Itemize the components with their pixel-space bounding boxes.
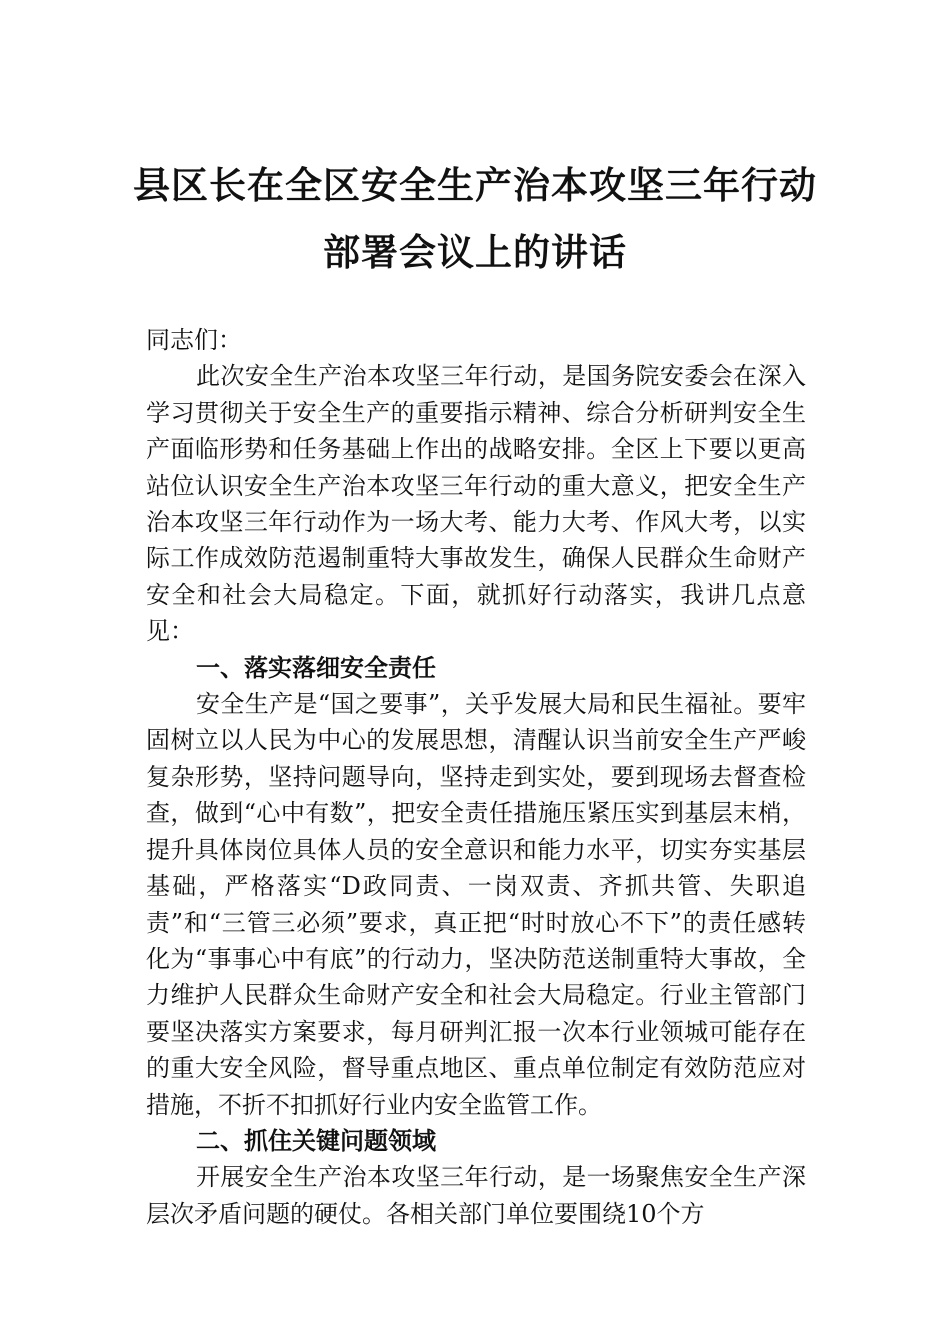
intro-paragraph: 此次安全生产治本攻坚三年行动，是国务院安委会在深入学习贯彻关于安全生产的重要指示精神、综合分析研判安全生产面临形势和任务基础上作出的战略安排。全区上下要以更高站位认识安全生产治本攻坚三年行动的重大意义，把安全生产治本攻坚三年行动作为一场大考、能力大考、作风大考，以实际工作成效防范遏制重特大事故发生，确保人民群众生命财产安全和社会大局稳定。下面，就抓好行动落实，我讲几点意见： <box>146 362 806 646</box>
section-heading-2: 二、抓住关键问题领域 <box>196 1126 436 1155</box>
document-title-line1: 县区长在全区安全生产治本攻坚三年行动 <box>133 164 817 207</box>
section-paragraph-1: 安全生产是“国之要事”，关乎发展大局和民生福祉。要牢固树立以人民为中心的发展思想，清醒认识当前安全生产严峻复杂形势，坚持问题导向，坚持走到实处，要到现场去督查检查，做到“心中有数”，把安全责任措施压紧压实到基层末梢，提升具体岗位具体人员的安全意识和能力水平，切实夯实基层基础，严格落实“D政同责、一岗双责、齐抓共管、失职追责”和“三管三必须”要求，真正把“时时放心不下”的责任感转化为“事事心中有底”的行动力，坚决防范送制重特大事故，全力维护人民群众生命财产安全和社会大局稳定。行业主管部门要坚决落实方案要求，每月研判汇报一次本行业领城可能存在的重大安全风险，督导重点地区、重点单位制定有效防范应对措施，不折不扣抓好行业内安全监管工作。 <box>146 690 806 1119</box>
section-heading-1: 一、落实落细安全责任 <box>196 653 436 682</box>
document-title-line2: 部署会议上的讲话 <box>323 231 627 274</box>
section-paragraph-2: 开展安全生产治本攻坚三年行动，是一场聚焦安全生产深层次矛盾问题的硬仗。各相关部门单位要围绕10个方 <box>146 1163 806 1228</box>
salutation: 同志们： <box>146 326 242 354</box>
document-body <box>146 322 806 1232</box>
